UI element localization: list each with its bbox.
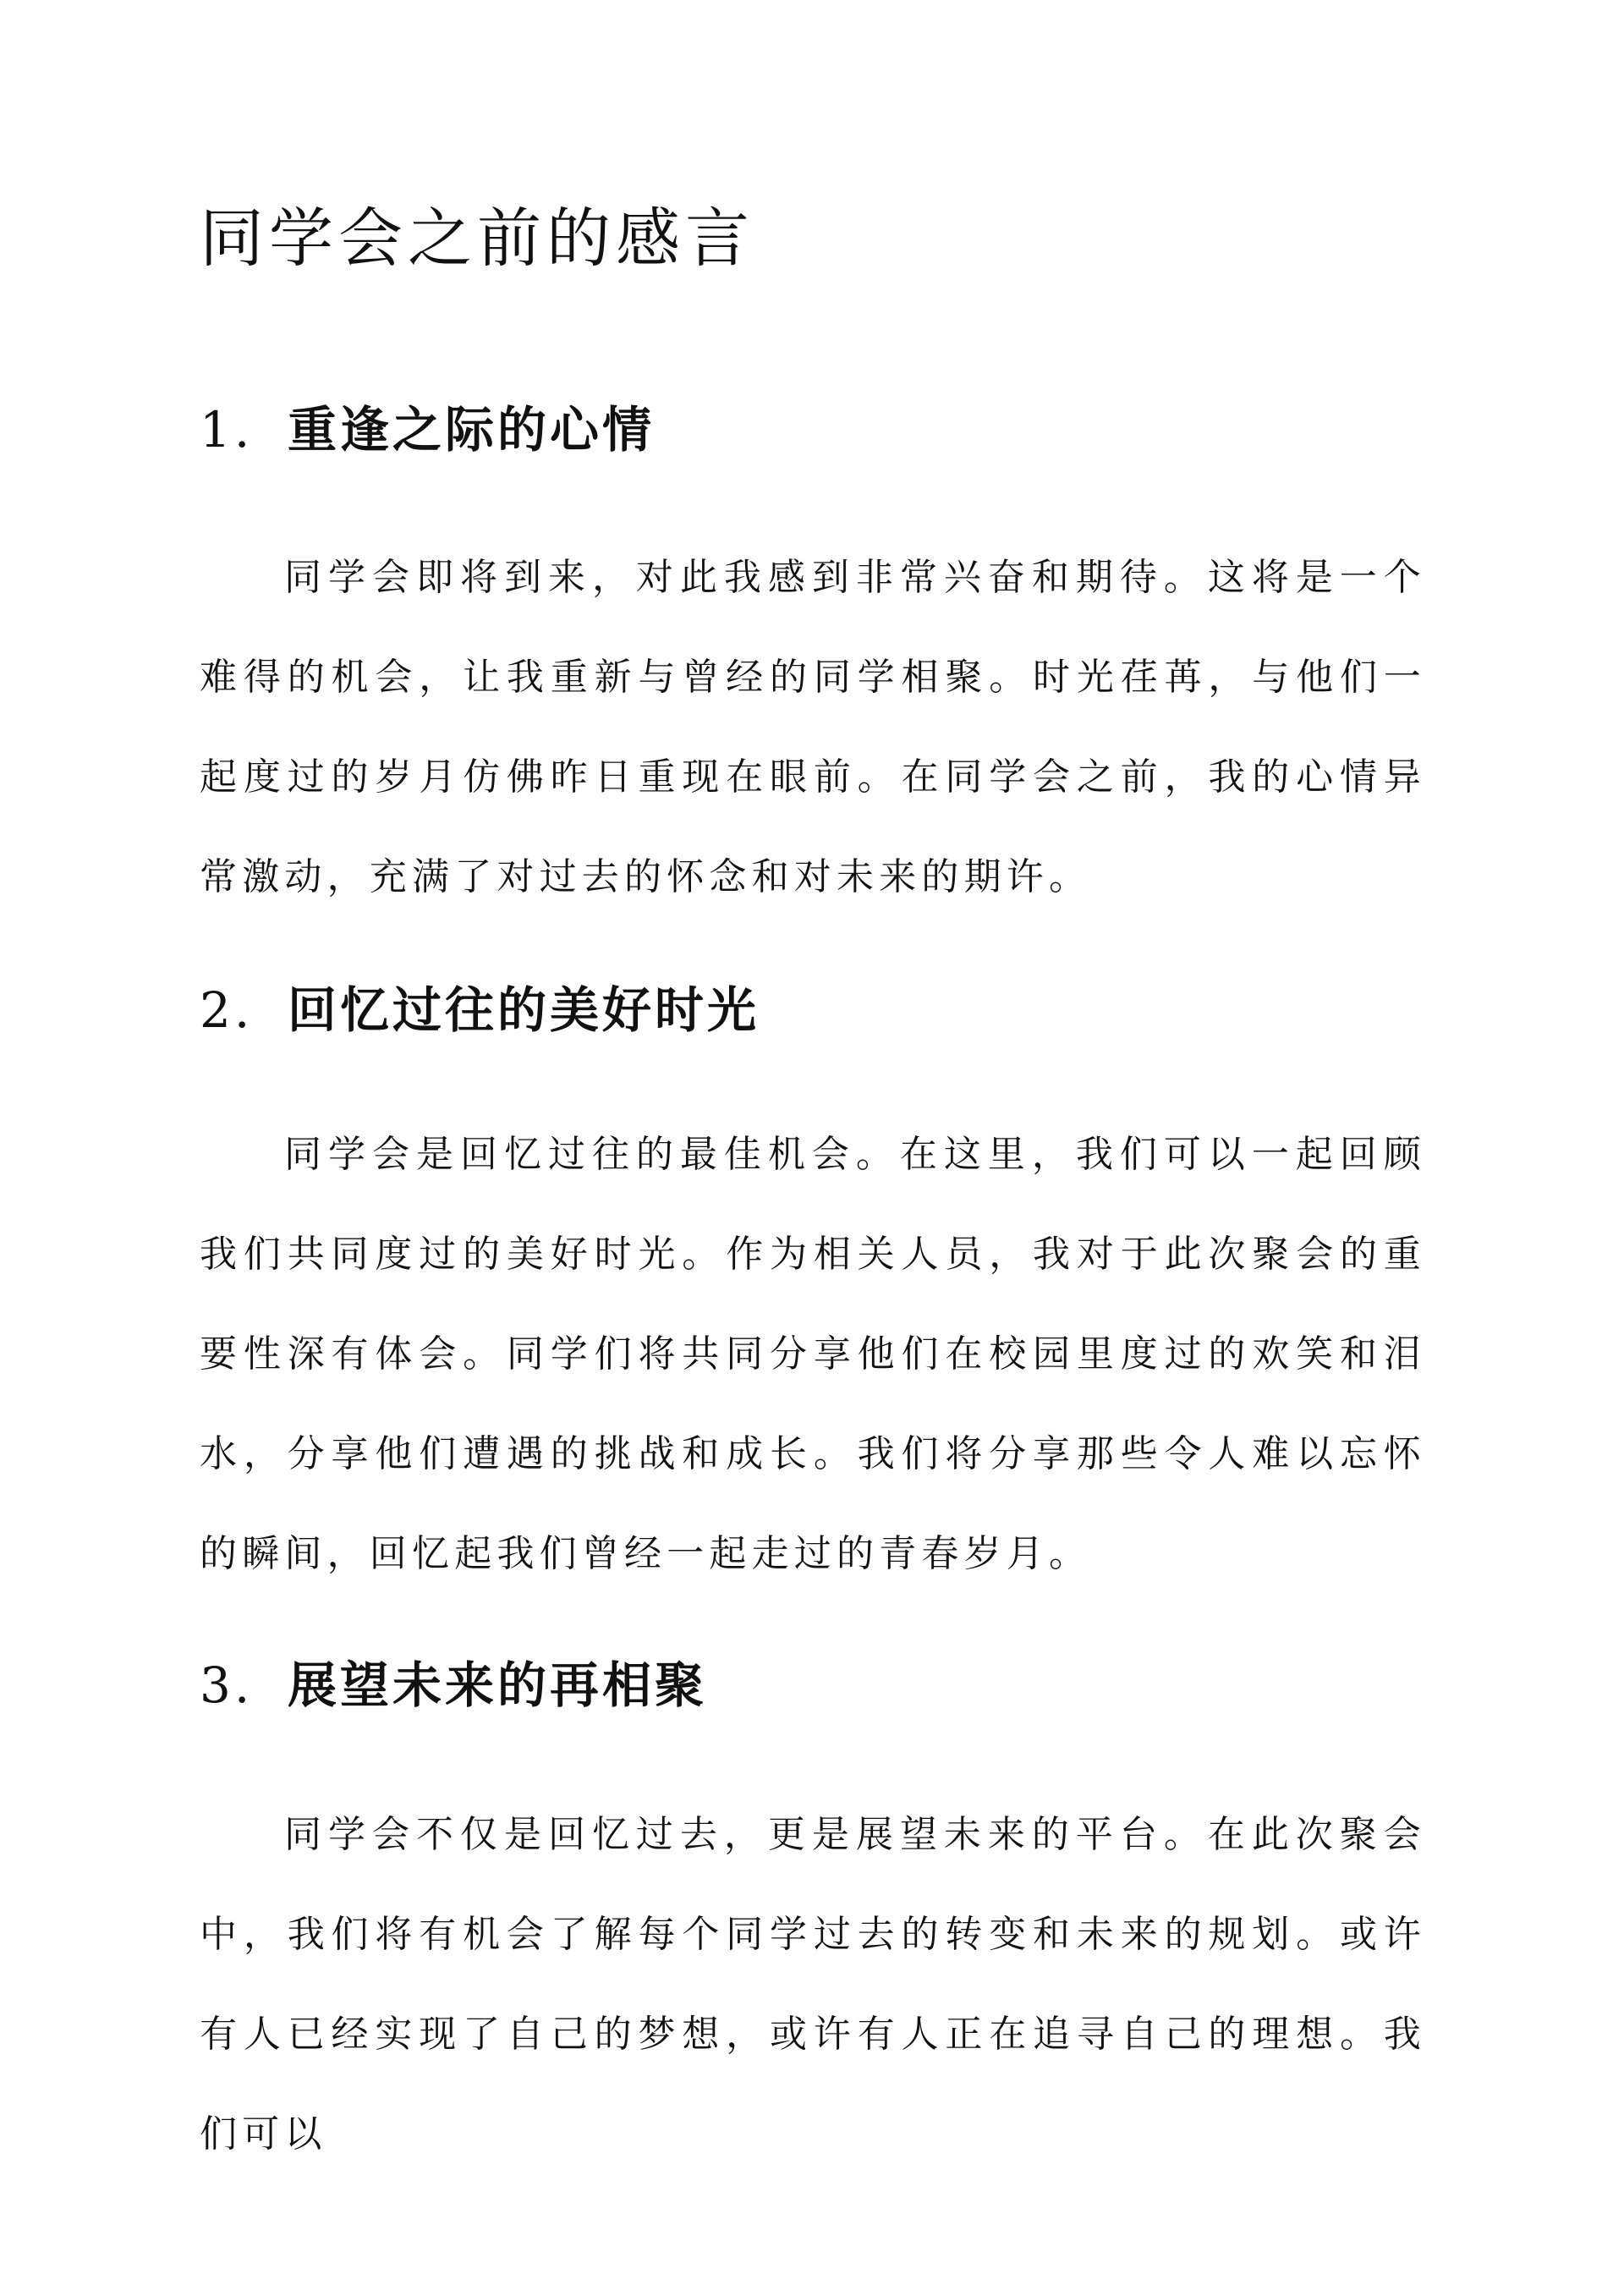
section-title: 展望未来的再相聚 bbox=[288, 1656, 708, 1714]
document-title: 同学会之前的感言 bbox=[200, 200, 754, 276]
section-heading-1 bbox=[200, 396, 655, 464]
section-paragraph-3: 同学会不仅是回忆过去，更是展望未来的平台。在此次聚会中，我们将有机会了解每个同学过去的转变和未来的规划。或许有人已经实现了自己的梦想，或许有人正在追寻自己的理想。我们可以 bbox=[200, 1813, 1426, 2156]
section-heading-2 bbox=[200, 976, 760, 1044]
section-number: 3. bbox=[200, 1656, 254, 1714]
section-number: 2. bbox=[200, 981, 254, 1039]
section-title: 回忆过往的美好时光 bbox=[288, 981, 760, 1039]
section-paragraph-2: 同学会是回忆过往的最佳机会。在这里，我们可以一起回顾我们共同度过的美好时光。作为相关人员，我对于此次聚会的重要性深有体会。同学们将共同分享他们在校园里度过的欢笑和泪水，分享他们遭遇的挑战和成长。我们将分享那些令人难以忘怀的瞬间，回忆起我们曾经一起走过的青春岁月。 bbox=[200, 1133, 1426, 1575]
section-number: 1. bbox=[200, 401, 254, 459]
section-title: 重逢之际的心情 bbox=[288, 401, 656, 459]
section-heading-3 bbox=[200, 1651, 707, 1719]
section-paragraph-1: 同学会即将到来，对此我感到非常兴奋和期待。这将是一个难得的机会，让我重新与曾经的同学相聚。时光荏苒，与他们一起度过的岁月仿佛昨日重现在眼前。在同学会之前，我的心情异常激动，充满了对过去的怀念和对未来的期许。 bbox=[200, 556, 1426, 898]
